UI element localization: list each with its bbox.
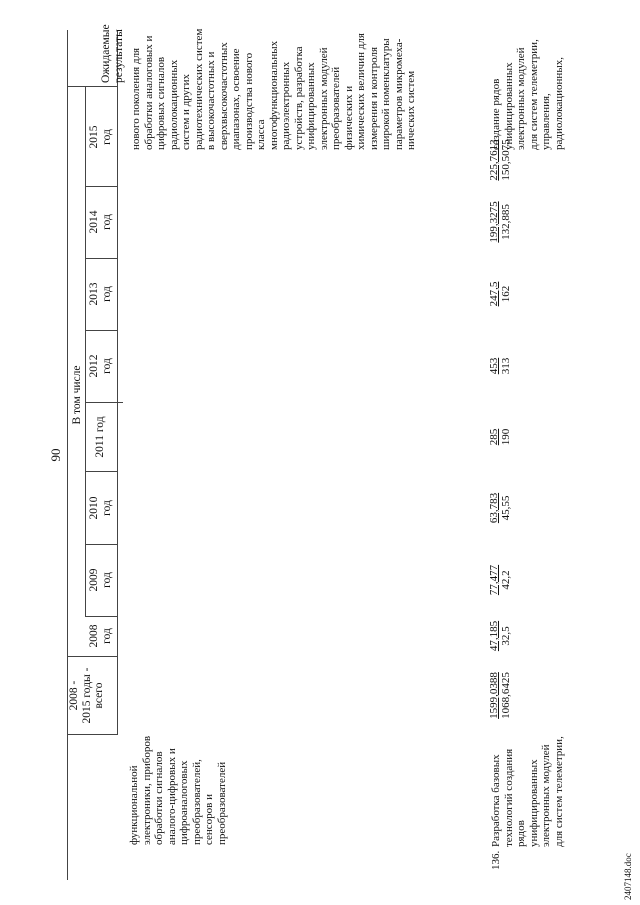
- budget-2008: 32,5: [500, 626, 512, 646]
- total-value: 1599,0388: [488, 672, 500, 719]
- header-2011: 2011 год: [94, 416, 106, 458]
- value-2014: 199,3275: [488, 201, 500, 243]
- value-2009: 77,477: [488, 564, 500, 596]
- row-136-description: Разработка базовых технологий создания рядов унифицированных электронных модулей для систем телеметрии,: [490, 736, 565, 847]
- header-total: 2008 - 2015 годы - всего: [68, 667, 105, 724]
- row-136-2008: [488, 617, 512, 655]
- budget-2010: 45,55: [500, 495, 512, 521]
- header-2015: 2015 год: [88, 125, 113, 149]
- page-number: 90: [48, 448, 63, 462]
- table-top-rule: [67, 30, 68, 880]
- budget-2013: 162: [500, 285, 512, 303]
- budget-2015: 150,5075: [500, 139, 512, 181]
- row-136-2013: [488, 259, 512, 329]
- value-2013: 247,5: [488, 281, 500, 307]
- header-divider: [67, 734, 117, 735]
- header-divider: [67, 656, 117, 657]
- budget-2011: 190: [500, 428, 512, 446]
- header-in-total: В том числе: [71, 365, 83, 425]
- header-bottom-rule: [117, 30, 118, 735]
- row-136-2012: [488, 331, 512, 401]
- header-2008: 2008 год: [88, 624, 113, 648]
- prev-row-description: функциональной электроники, приборов обработки сигналов аналого-цифровых и цифроаналоговых преобразователей, сенсоров и преобразователей: [128, 735, 228, 845]
- row-136-2014: [488, 187, 512, 257]
- budget-2014: 132,885: [500, 204, 512, 240]
- value-2010: 63,783: [488, 492, 500, 524]
- row-136-number: 136.: [490, 850, 502, 870]
- header-2013: 2013 год: [88, 282, 113, 306]
- header-2012: 2012 год: [88, 354, 113, 378]
- row-136-result: создание рядов унифицированных электронных модулей для систем телеметрии, управления, радиолокационных,: [490, 39, 565, 150]
- header-2014: 2014 год: [88, 210, 113, 234]
- header-2009: 2009 год: [88, 568, 113, 592]
- budget-2009: 42,2: [500, 570, 512, 590]
- row-136-2010: [488, 473, 512, 543]
- prev-row-result: нового поколения для обработки аналоговых и цифровых сигналов радиолокационных систем и других радиотехнических систем в высокочастотных и сверхвысокочастотных диапазонах, освоение производства нового класса многофункциональных радиоэлектронных устройств, разработка унифицированных электронных модулей преобразователей физических и химических величин для измерения и контроля широкой номенклатуры параметров микромеха- нических систем: [130, 28, 417, 150]
- header-divider: [67, 86, 117, 87]
- value-2012: 453: [488, 357, 500, 375]
- header-subrule: [85, 87, 86, 617]
- budget-2012: 313: [500, 357, 512, 375]
- row-136-2011: [488, 404, 512, 470]
- header-divider: [85, 471, 117, 472]
- header-2010: 2010 год: [88, 496, 113, 520]
- value-2008: 47,185: [488, 620, 500, 652]
- value-2015: 225,7613: [488, 139, 500, 181]
- row-136-total: [488, 658, 512, 733]
- document-reference: 2407148.doc: [623, 853, 633, 900]
- header-results: Ожидаемые результаты: [100, 24, 125, 83]
- total-budget-value: 1068,6425: [500, 672, 512, 719]
- value-2011: 285: [488, 428, 500, 446]
- row-136-2009: [488, 545, 512, 615]
